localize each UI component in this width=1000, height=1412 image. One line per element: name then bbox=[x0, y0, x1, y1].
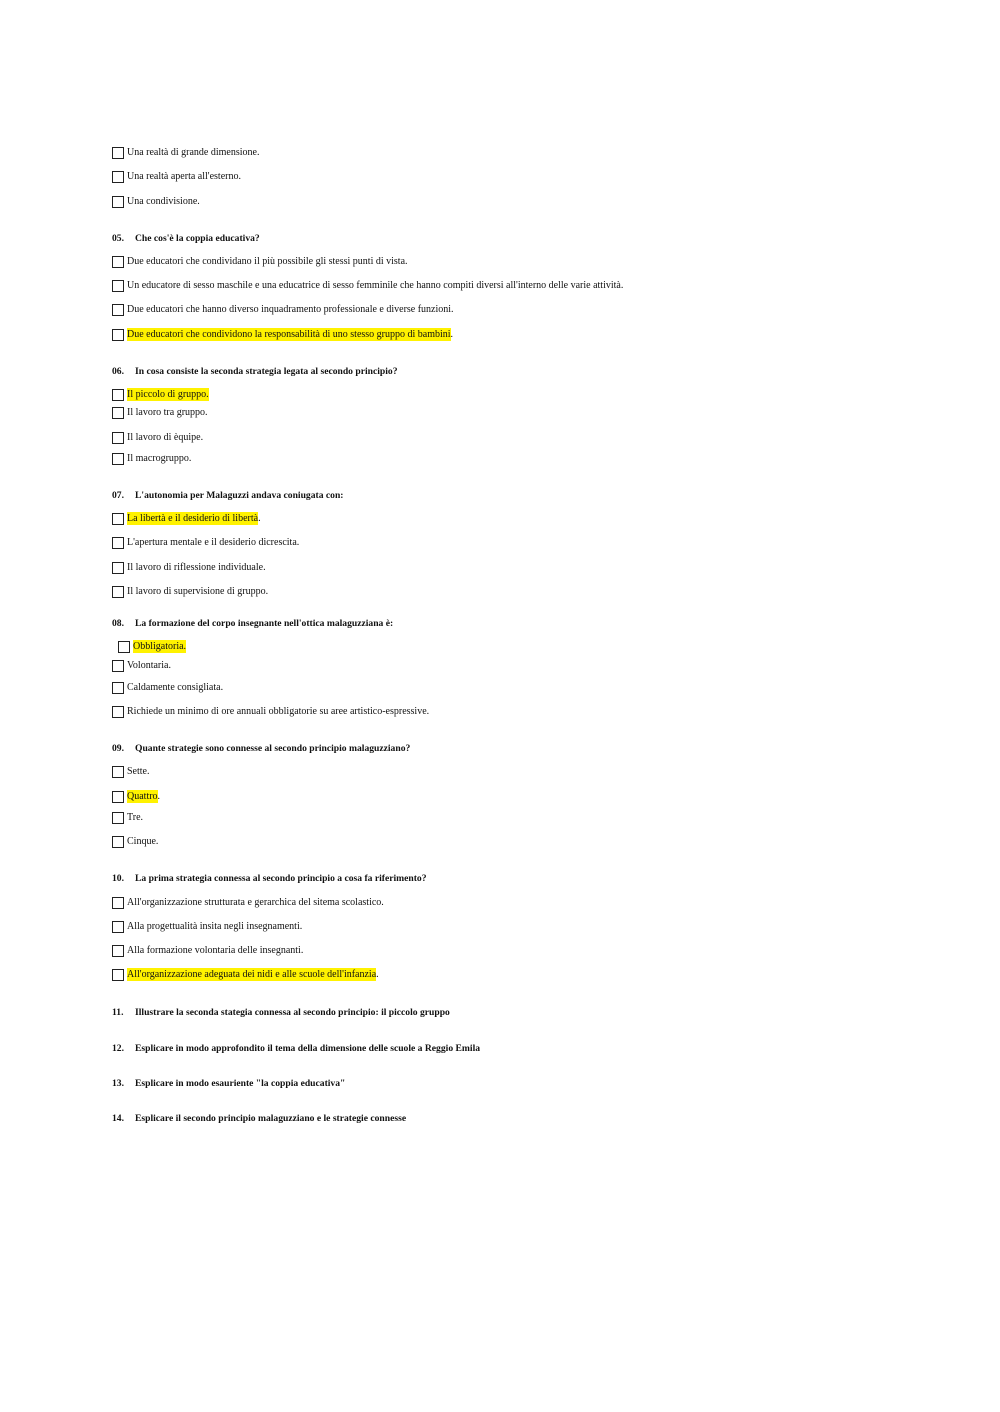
option-label: Una condivisione. bbox=[127, 196, 200, 207]
answer-option[interactable] bbox=[112, 681, 223, 694]
checkbox[interactable] bbox=[112, 304, 124, 316]
question-heading bbox=[112, 232, 260, 245]
answer-option[interactable] bbox=[112, 659, 171, 672]
checkbox[interactable] bbox=[112, 147, 124, 159]
option-suffix: . bbox=[258, 513, 261, 524]
option-label: Due educatori che condividano il più possibile gli stessi punti di vista. bbox=[127, 256, 408, 267]
answer-option[interactable] bbox=[112, 968, 379, 981]
question-text: Quante strategie sono connesse al secondo principio malaguzziano? bbox=[135, 743, 411, 754]
answer-option[interactable] bbox=[112, 561, 266, 574]
option-label: Il lavoro di èquipe. bbox=[127, 432, 204, 443]
answer-option[interactable] bbox=[112, 811, 143, 824]
checkbox[interactable] bbox=[112, 256, 124, 268]
answer-option[interactable] bbox=[112, 255, 408, 268]
question-text: Esplicare in modo approfondito il tema della dimensione delle scuole a Reggio Emila bbox=[135, 1043, 481, 1054]
option-label: Richiede un minimo di ore annuali obbligatorie su aree artistico-espressive. bbox=[127, 706, 430, 717]
answer-option[interactable] bbox=[112, 406, 208, 419]
answer-option[interactable] bbox=[112, 512, 261, 525]
question-number: 05. bbox=[112, 233, 124, 244]
checkbox[interactable] bbox=[112, 432, 124, 444]
answer-option[interactable] bbox=[112, 585, 268, 598]
answer-option[interactable] bbox=[112, 431, 203, 444]
option-label: Alla formazione volontaria delle insegnanti. bbox=[127, 945, 304, 956]
answer-option[interactable] bbox=[112, 195, 200, 208]
answer-option[interactable] bbox=[112, 388, 209, 401]
checkbox[interactable] bbox=[112, 812, 124, 824]
question-number: 10. bbox=[112, 873, 124, 884]
checkbox[interactable] bbox=[112, 453, 124, 465]
question-text: Che cos'è la coppia educativa? bbox=[135, 233, 260, 244]
checkbox[interactable] bbox=[112, 706, 124, 718]
answer-option[interactable] bbox=[118, 640, 186, 653]
checkbox[interactable] bbox=[112, 537, 124, 549]
checkbox[interactable] bbox=[118, 641, 130, 653]
option-label: All'organizzazione adeguata dei nidi e alle scuole dell'infanzia bbox=[127, 969, 377, 980]
option-label: Sette. bbox=[127, 766, 150, 777]
option-label: Cinque. bbox=[127, 836, 159, 847]
question-heading bbox=[112, 365, 398, 378]
option-label: Due educatori che condividono la responsabilità di uno stesso gruppo di bambini bbox=[127, 329, 451, 340]
checkbox[interactable] bbox=[112, 897, 124, 909]
question-number: 08. bbox=[112, 618, 124, 629]
checkbox[interactable] bbox=[112, 836, 124, 848]
checkbox[interactable] bbox=[112, 389, 124, 401]
question-heading bbox=[112, 617, 393, 630]
option-suffix: . bbox=[157, 791, 161, 802]
option-label: Volontaria. bbox=[127, 660, 171, 671]
option-label: Il lavoro di supervisione di gruppo. bbox=[127, 586, 269, 597]
option-label: Un educatore di sesso maschile e una educatrice di sesso femminile che hanno compiti diversi all'interno delle varie attività. bbox=[127, 280, 624, 291]
checkbox[interactable] bbox=[112, 407, 124, 419]
answer-option[interactable] bbox=[112, 279, 623, 292]
option-label: Il lavoro di riflessione individuale. bbox=[127, 562, 266, 573]
open-question bbox=[112, 1042, 480, 1055]
option-label: L'apertura mentale e il desiderio dicrescita. bbox=[127, 537, 300, 548]
checkbox[interactable] bbox=[112, 660, 124, 672]
checkbox[interactable] bbox=[112, 196, 124, 208]
answer-option[interactable] bbox=[112, 896, 384, 909]
question-number: 12. bbox=[112, 1043, 124, 1054]
question-text: Esplicare in modo esauriente "la coppia educativa" bbox=[135, 1078, 346, 1089]
answer-option[interactable] bbox=[112, 835, 158, 848]
option-label: Tre. bbox=[127, 812, 144, 823]
checkbox[interactable] bbox=[112, 513, 124, 525]
answer-option[interactable] bbox=[112, 303, 454, 316]
answer-option[interactable] bbox=[112, 328, 453, 341]
question-text: Esplicare il secondo principio malaguzziano e le strategie connesse bbox=[135, 1113, 407, 1124]
option-label: Obbligatoria. bbox=[133, 641, 187, 652]
option-label: Il piccolo di gruppo. bbox=[127, 389, 209, 400]
checkbox[interactable] bbox=[112, 921, 124, 933]
question-number: 14. bbox=[112, 1113, 124, 1124]
option-label: Il macrogruppo. bbox=[127, 453, 192, 464]
question-text: La formazione del corpo insegnante nell'ottica malaguzziana è: bbox=[135, 618, 394, 629]
checkbox[interactable] bbox=[112, 969, 124, 981]
checkbox[interactable] bbox=[112, 586, 124, 598]
answer-option[interactable] bbox=[112, 170, 241, 183]
option-suffix: . bbox=[376, 969, 379, 980]
option-label: Quattro bbox=[127, 791, 158, 802]
option-label: Alla progettualità insita negli insegnamenti. bbox=[127, 921, 303, 932]
option-label: La libertà e il desiderio di libertà bbox=[127, 513, 259, 524]
question-number: 11. bbox=[112, 1007, 124, 1018]
answer-option[interactable] bbox=[112, 765, 150, 778]
checkbox[interactable] bbox=[112, 791, 124, 803]
question-text: In cosa consiste la seconda strategia legata al secondo principio? bbox=[135, 366, 398, 377]
checkbox[interactable] bbox=[112, 329, 124, 341]
question-heading bbox=[112, 742, 410, 755]
question-text: L'autonomia per Malaguzzi andava coniugata con: bbox=[135, 490, 344, 501]
answer-option[interactable] bbox=[112, 146, 259, 159]
checkbox[interactable] bbox=[112, 562, 124, 574]
option-label: Una realtà aperta all'esterno. bbox=[127, 171, 241, 182]
question-number: 09. bbox=[112, 743, 124, 754]
checkbox[interactable] bbox=[112, 945, 124, 957]
option-suffix: . bbox=[450, 329, 454, 340]
question-heading bbox=[112, 489, 344, 502]
answer-option[interactable] bbox=[112, 944, 303, 957]
answer-option[interactable] bbox=[112, 536, 299, 549]
question-number: 13. bbox=[112, 1078, 124, 1089]
checkbox[interactable] bbox=[112, 171, 124, 183]
option-label: All'organizzazione strutturata e gerarchica del sitema scolastico. bbox=[127, 897, 384, 908]
option-label: Due educatori che hanno diverso inquadramento professionale e diverse funzioni. bbox=[127, 304, 454, 315]
answer-option[interactable] bbox=[112, 790, 160, 803]
question-text: Illustrare la seconda stategia connessa al secondo principio: il piccolo gruppo bbox=[135, 1007, 450, 1018]
option-label: Una realtà di grande dimensione. bbox=[127, 147, 260, 158]
open-question bbox=[112, 1077, 345, 1090]
checkbox[interactable] bbox=[112, 766, 124, 778]
option-label: Il lavoro tra gruppo. bbox=[127, 407, 208, 418]
answer-option[interactable] bbox=[112, 452, 191, 465]
question-heading bbox=[112, 872, 427, 885]
open-question bbox=[112, 1006, 450, 1019]
answer-option[interactable] bbox=[112, 920, 302, 933]
question-text: La prima strategia connessa al secondo principio a cosa fa riferimento? bbox=[135, 873, 427, 884]
question-number: 06. bbox=[112, 366, 124, 377]
question-number: 07. bbox=[112, 490, 124, 501]
open-question bbox=[112, 1112, 406, 1125]
option-label: Caldamente consigliata. bbox=[127, 682, 224, 693]
checkbox[interactable] bbox=[112, 682, 124, 694]
checkbox[interactable] bbox=[112, 280, 124, 292]
answer-option[interactable] bbox=[112, 705, 429, 718]
